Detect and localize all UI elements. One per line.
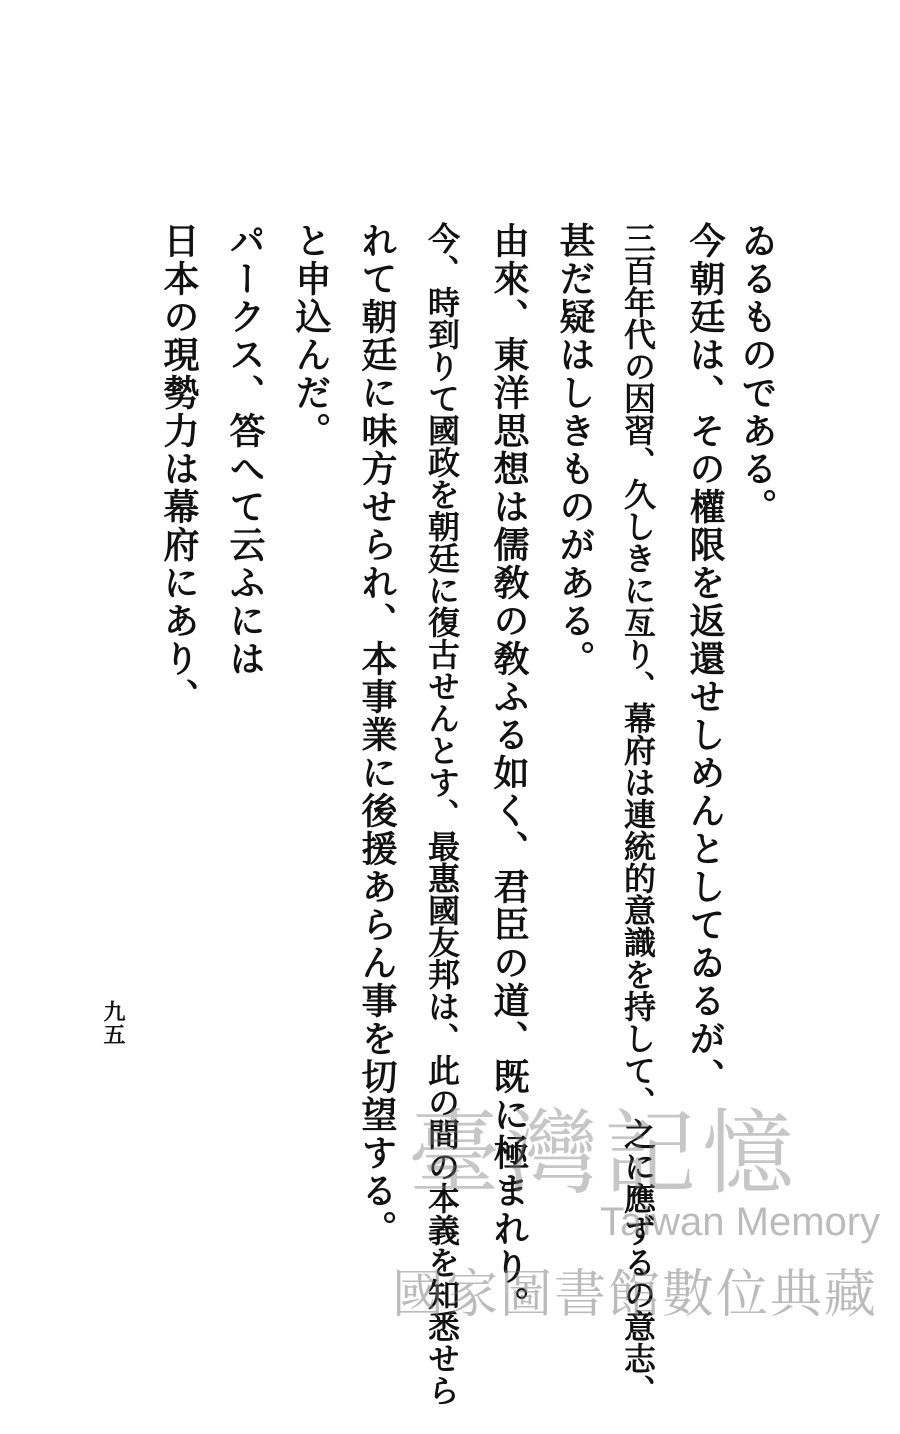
- text-line-4: 甚だ疑はしきものがある。: [554, 222, 596, 678]
- text-line-5: 由來、東洋思想は儒敎の敎ふる如く、君臣の道、既に極まれり。: [488, 222, 530, 1324]
- text-line-7: れて朝廷に味方せられ、本事業に後援あらん事を切望する。: [356, 222, 398, 1248]
- text-line-10: 日本の現勢力は幕府にあり、: [158, 222, 200, 716]
- text-line-3: 三百年代の因習、久しきに亙り、幕府は連統的意識を持して、之に應ずるの意志、: [619, 222, 657, 1406]
- text-line-8: と申込んだ。: [290, 222, 332, 450]
- text-line-2: 今朝廷は、その權限を返還せしめんとしてゐるが、: [684, 222, 726, 1096]
- watermark-chinese: 國家圖書館數位典藏: [392, 1265, 879, 1325]
- text-line-9: パークス、答へて云ふには: [224, 222, 266, 678]
- watermark-english: Taiwan Memory: [600, 1200, 881, 1244]
- page-number: 九五: [100, 1000, 126, 1046]
- text-line-6: 今、時到りて國政を朝廷に復古せんとす、最惠國友邦は、此の間の本義を知悉せら: [423, 222, 461, 1406]
- text-line-1: ゐるものである。: [736, 222, 778, 526]
- watermark-kanji: 臺灣記憶: [408, 1100, 801, 1207]
